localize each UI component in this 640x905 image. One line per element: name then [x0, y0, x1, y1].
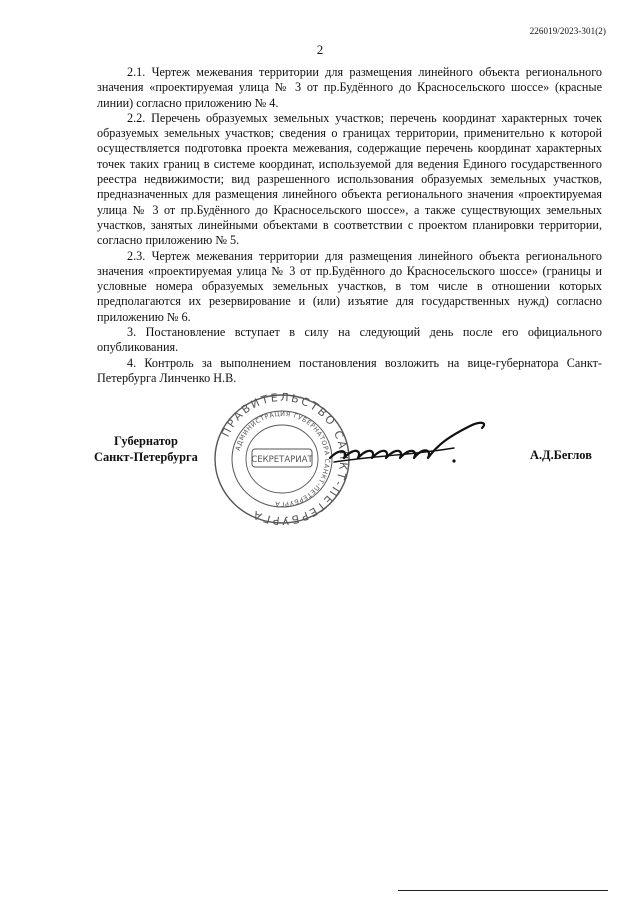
page-number: 2 — [316, 42, 324, 57]
signatory-name: А.Д.Беглов — [530, 448, 592, 462]
footer-rule — [398, 890, 608, 891]
handwritten-signature — [324, 414, 494, 474]
signatory-title — [94, 433, 198, 465]
paragraph-2-1: 2.1. Чертеж межевания территории для размещения линейного объекта регионального значения «проектируемая улица № 3 от пр.Будённого до Красносельского шоссе» (красные линии) согласно приложению № 4. — [97, 65, 602, 110]
paragraph-4: 4. Контроль за выполнением постановления возложить на вице-губернатора Санкт-Петербурга Линченко Н.В. — [97, 355, 602, 385]
paragraph-3: 3. Постановление вступает в силу на следующий день после его официального опубликования. — [97, 325, 602, 355]
document-number: 226019/2023-301(2) — [529, 26, 606, 36]
signatory-title-line2: Санкт-Петербурга — [94, 450, 198, 464]
seal-center-text: СЕКРЕТАРИАТ — [251, 455, 313, 465]
document-body — [97, 65, 602, 386]
paragraph-2-2: 2.2. Перечень образуемых земельных участков; перечень координат характерных точек образуемых земельных участков; сведения о границах территории, применительно к которой осуществляется подготовка проекта межевания, содержащие перечень координат характерных точек таких границ в системе координат, используемой для ведения Единого государственного реестра недвижимости; вид разрешенного использования образуемых земельных участков, предназначенных для размещения линейного объекта регионального значения «проектируемая улица № 3 от пр.Будённого до Красносельского шоссе», а также существующих земельных участков, занятых линейными объектами в соответствии с проектом планировки территории, согласно приложению № 5. — [97, 110, 602, 248]
seal-inner-text: АДМИНИСТРАЦИЯ ГУБЕРНАТОРА САНКТ-ПЕТЕРБУРГА — [233, 409, 332, 509]
seal-outer-text: ПРАВИТЕЛЬСТВО САНКТ-ПЕТЕРБУРГА — [218, 392, 351, 526]
paragraph-2-3: 2.3. Чертеж межевания территории для размещения линейного объекта регионального значения «проектируемая улица № 3 от пр.Будённого до Красносельского шоссе» (границы и условные номера образуемых земельных участков, в том числе в отношении которых предполагаются их резервирование и (или) изъятие для государственных нужд) согласно приложению № 6. — [97, 248, 602, 324]
signatory-title-line1: Губернатор — [114, 434, 178, 448]
